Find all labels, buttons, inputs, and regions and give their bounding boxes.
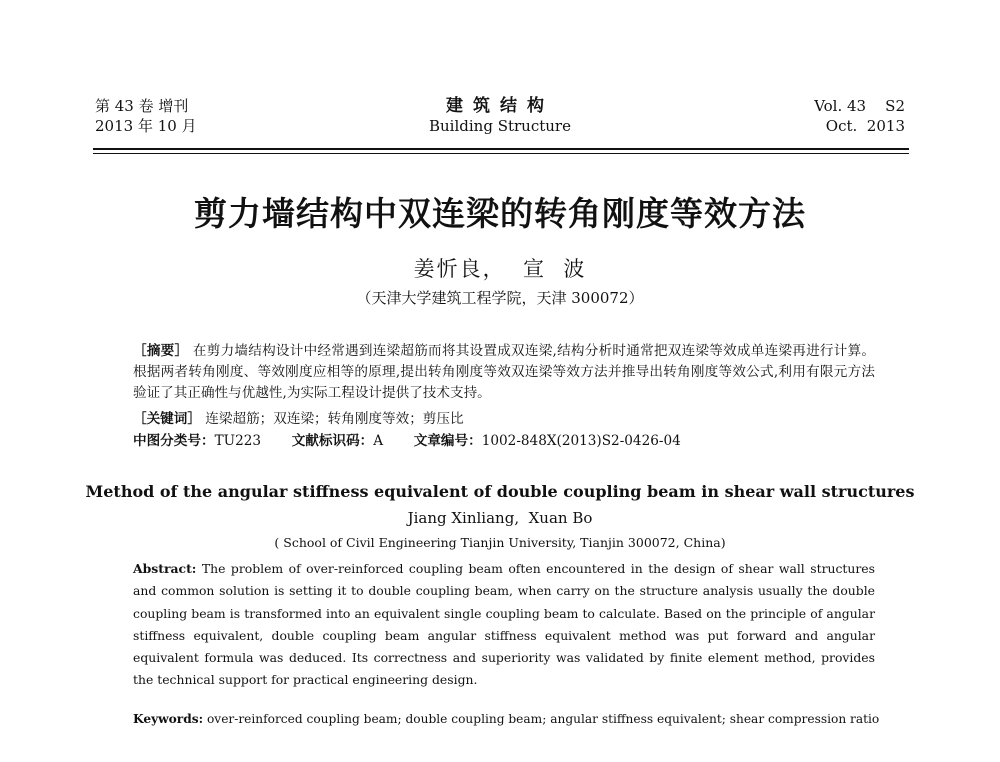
volume-en: Vol. 43 S2 — [814, 97, 905, 115]
header-right — [814, 96, 905, 136]
authors-cn: 姜忻良， 宣 波 — [413, 257, 587, 281]
keywords-cn — [133, 409, 875, 430]
classification-line — [133, 431, 875, 452]
keywords-en-text: over-reinforced coupling beam; double coupling beam; angular stiffness equivalent; shear compression ratio — [206, 712, 880, 726]
doc-code-label: 文献标识码： — [291, 433, 374, 449]
keywords-en-label: Keywords: — [133, 712, 204, 726]
header-rule-thin — [93, 153, 909, 154]
header-rule-thick — [93, 148, 909, 150]
keywords-cn-text: 连梁超筋；双连梁；转角刚度等效；剪压比 — [205, 411, 464, 427]
article-no-value: 1002-848X(2013)S2-0426-04 — [481, 433, 681, 449]
abstract-en-label: Abstract: — [133, 561, 197, 576]
affiliation-cn: （天津大学建筑工程学院，天津 300072） — [356, 289, 644, 307]
paper-title-cn: 剪力墙结构中双连梁的转角刚度等效方法 — [194, 194, 806, 233]
keywords-cn-label: ［关键词］ — [133, 411, 201, 427]
doc-code-value: A — [373, 433, 384, 449]
paper-title-en: Method of the angular stiffness equivalent of double coupling beam in shear wall structures — [85, 482, 915, 501]
authors-en: Jiang Xinliang, Xuan Bo — [407, 509, 593, 527]
abstract-en — [133, 558, 875, 692]
date-en: Oct. 2013 — [825, 117, 905, 135]
affiliation-en: ( School of Civil Engineering Tianjin University, Tianjin 300072, China) — [274, 535, 726, 550]
volume-issue-cn: 第 43 卷 增刊 — [95, 97, 189, 115]
abstract-cn-label: ［摘要］ — [133, 343, 189, 359]
abstract-cn — [133, 341, 875, 404]
article-no-label: 文章编号： — [413, 433, 482, 449]
journal-name-cn: 建筑结构 — [446, 96, 554, 116]
journal-name-en: Building Structure — [429, 117, 571, 135]
clc-label: 中图分类号： — [133, 433, 215, 449]
abstract-cn-text: 在剪力墙结构设计中经常遇到连梁超筋而将其设置成双连梁,结构分析时通常把双连梁等效成单连梁再进行计算。根据两者转角刚度、等效刚度应相等的原理,提出转角刚度等效双连梁等效方法并推导出转角刚度等效公式,利用有限元方法验证了其正确性与优越性,为实际工程设计提供了技术支持。 — [133, 343, 876, 401]
date-cn: 2013 年 10 月 — [95, 117, 197, 135]
keywords-en — [133, 708, 880, 730]
abstract-en-text: The problem of over-reinforced coupling beam often encountered in the design of shear wall structures and common solution is setting it to double coupling beam, when carry on the structure analysis usually the double coupling beam is transformed into an equivalent single coupling beam to calculate. Based on the principle of angular stiffness equivalent, double coupling beam angular stiffness equivalent method was put forward and angular equivalent formula was deduced. Its correctness and superiority was validated by finite element method, provides the technical support for practical engineering design. — [133, 561, 875, 688]
clc-value: TU223 — [214, 433, 262, 449]
